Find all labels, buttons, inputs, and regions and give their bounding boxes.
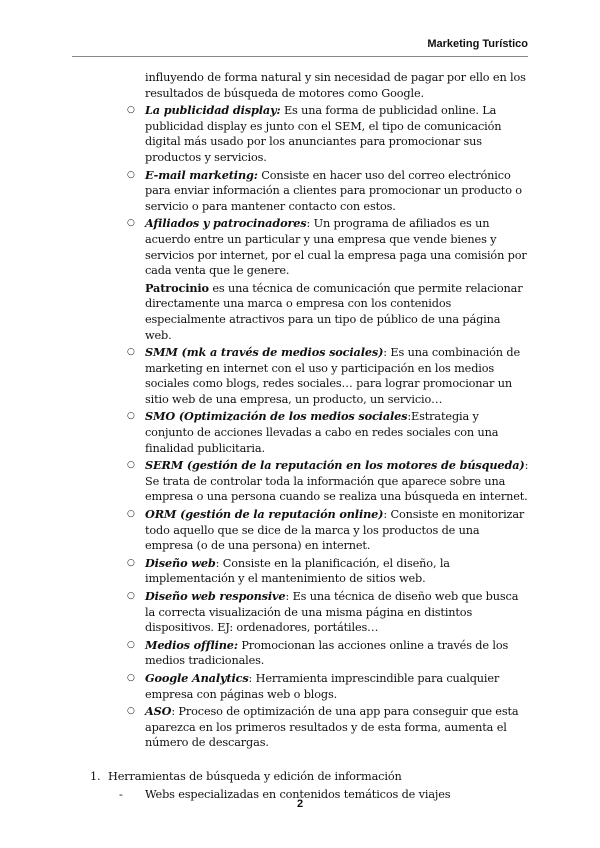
bullet-list-1 bbox=[0, 103, 600, 279]
list-item bbox=[127, 704, 530, 751]
bullet-marker: ○ bbox=[127, 411, 135, 422]
list-item bbox=[127, 216, 530, 278]
list-item bbox=[127, 670, 530, 702]
definition: Es una forma de publicidad online. La publicidad display es junto con el SEM, el tipo de comunicación digital más usado por los anunciantes para promocionar sus productos y servicios. bbox=[145, 104, 502, 164]
definition: Promocionan las acciones online a través de los medios tradicionales. bbox=[145, 638, 509, 668]
definition: : Consiste en monitorizar todo aquello que se dice de la marca y los productos de una empresa (o de una persona) en internet. bbox=[145, 508, 525, 553]
bullet-marker: ○ bbox=[127, 591, 135, 601]
bullet-marker: ○ bbox=[127, 347, 135, 358]
bullet-marker: ○ bbox=[127, 105, 135, 116]
definition: : Consiste en la planificación, el diseño, la implementación y el mantenimiento de sitios web. bbox=[145, 556, 450, 586]
header-rule bbox=[72, 56, 528, 57]
bullet-marker: ○ bbox=[127, 672, 135, 683]
term: Afiliados y patrocinadores bbox=[145, 216, 307, 231]
term: Patrocinio bbox=[145, 280, 209, 295]
term: Medios offline: bbox=[145, 637, 238, 652]
bullet-list-2 bbox=[0, 345, 600, 751]
definition: es una técnica de comunicación que permite relacionar directamente una marca o empresa con los contenidos especialmente atractivos para un tipo de público de una página web. bbox=[145, 281, 523, 342]
continuation-paragraph: influyendo de forma natural y sin necesidad de pagar por ello en los resultados de búsqueda de motores como Google. bbox=[145, 71, 526, 100]
term: Diseño web responsive bbox=[145, 589, 286, 603]
term: SMO (Optimización de los medios sociales bbox=[145, 409, 408, 424]
term: SERM (gestión de la reputación en los motores de búsqueda) bbox=[145, 458, 525, 473]
dash-item-text: Webs especializadas en contenidos temáticos de viajes bbox=[145, 787, 451, 801]
list-item bbox=[127, 103, 530, 165]
list-item bbox=[127, 409, 530, 456]
list-item bbox=[127, 555, 530, 587]
page-number: 2 bbox=[296, 798, 304, 810]
term: SMM (mk a través de medios sociales) bbox=[145, 345, 384, 360]
bullet-marker: ○ bbox=[127, 509, 135, 520]
definition: : Un programa de afiliados es un acuerdo entre un particular y una empresa que vende bienes y servicios por internet, por el cual la empresa paga una comisión por cada venta que le genere. bbox=[145, 217, 527, 278]
list-item bbox=[127, 507, 530, 554]
bullet-marker: ○ bbox=[127, 639, 135, 650]
definition: : Es una combinación de marketing en internet con el uso y participación en los medios sociales como blogs, redes sociales… para lograr promocionar un sitio web de una empresa, un producto, un servicio… bbox=[145, 346, 520, 406]
bullet-marker: ○ bbox=[127, 218, 135, 229]
number-marker: 1. bbox=[90, 769, 101, 783]
definition: : Proceso de optimización de una app para conseguir que esta aparezca en los primeros resultados y de esta forma, aumenta el número de descargas. bbox=[145, 705, 519, 750]
numbered-heading bbox=[90, 769, 528, 785]
list-item bbox=[127, 589, 530, 636]
list-item bbox=[127, 345, 530, 407]
definition: :Estrategia y conjunto de acciones llevadas a cabo en redes sociales con una finalidad publicitaria. bbox=[145, 410, 499, 455]
numbered-heading-text: Herramientas de búsqueda y edición de información bbox=[108, 769, 402, 783]
document-body bbox=[0, 70, 600, 802]
definition: : Es una técnica de diseño web que busca la correcta visualización de una misma página en distintos dispositivos. EJ: ordenadores, portátiles… bbox=[145, 590, 519, 635]
page-header-title: Marketing Turístico bbox=[427, 38, 528, 50]
term: Google Analytics bbox=[145, 670, 249, 685]
term: E-mail marketing: bbox=[145, 167, 258, 182]
dash-marker: - bbox=[119, 787, 123, 801]
bullet-marker: ○ bbox=[127, 460, 135, 471]
list-item bbox=[127, 167, 530, 215]
bullet-marker: ○ bbox=[127, 557, 135, 568]
list-item bbox=[127, 637, 530, 669]
term: La publicidad display: bbox=[145, 103, 281, 118]
term: ORM (gestión de la reputación online) bbox=[145, 507, 384, 522]
bullet-marker: ○ bbox=[127, 706, 135, 717]
list-item bbox=[127, 458, 530, 505]
patrocinio-paragraph bbox=[145, 281, 530, 343]
definition: Consiste en hacer uso del correo electrónico para enviar información a clientes para promocionar un producto o servicio o para mantener contacto con estos. bbox=[145, 168, 522, 213]
term: Diseño web bbox=[145, 555, 216, 570]
bullet-marker: ○ bbox=[127, 169, 135, 180]
definition: : Herramienta imprescindible para cualquier empresa con páginas web o blogs. bbox=[145, 671, 500, 701]
term: ASO bbox=[145, 704, 172, 719]
definition: : Se trata de controlar toda la información que aparece sobre una empresa o una persona cuando se realiza una búsqueda en internet. bbox=[145, 459, 529, 504]
